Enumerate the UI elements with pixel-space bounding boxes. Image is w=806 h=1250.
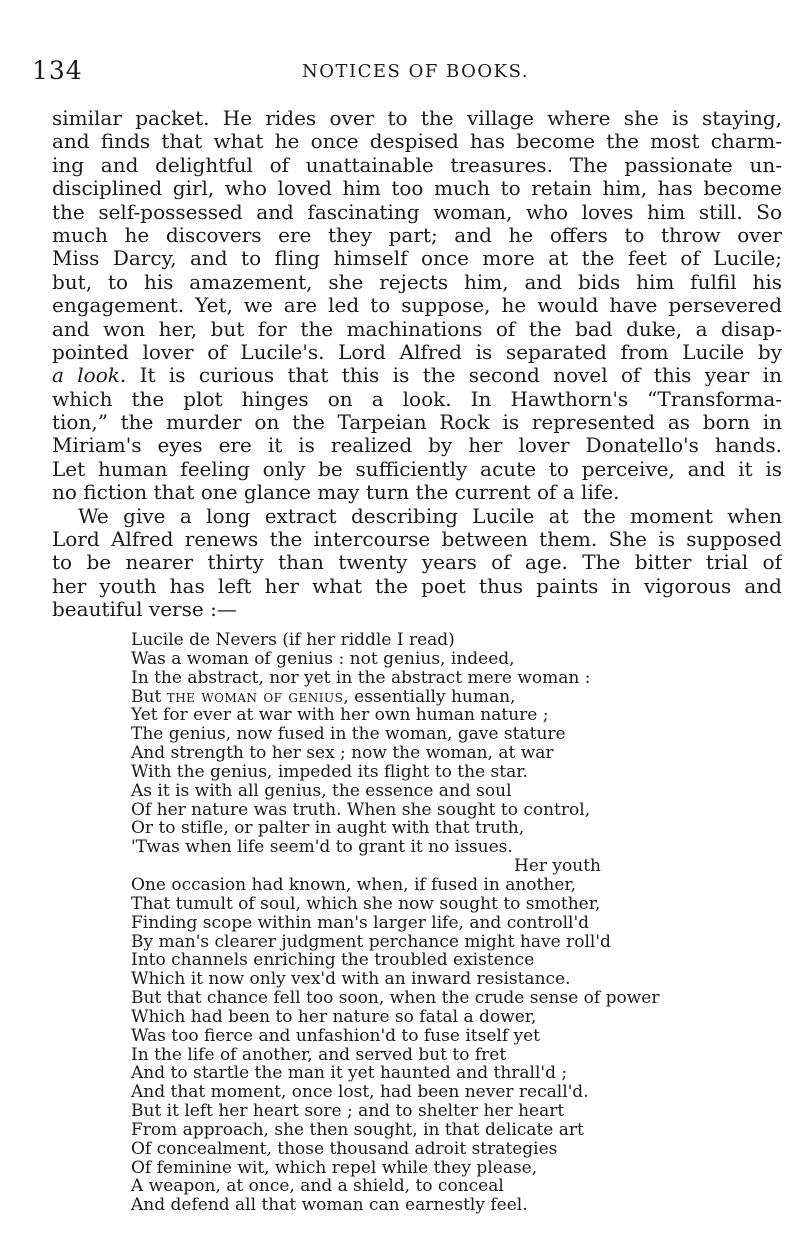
prose-line: to be nearer thirty than twenty years of age. The bitter trial of — [52, 551, 782, 575]
prose-line: no fiction that one glance may turn the current of a life. — [52, 481, 620, 505]
verse-line: And defend all that woman can earnestly feel. — [131, 1195, 528, 1216]
verse-line-smallcaps — [131, 688, 691, 707]
verse-line: Which had been to her nature so fatal a dower, — [131, 1006, 537, 1027]
verse-line: Lucile de Nevers (if her riddle I read) — [131, 630, 455, 650]
prose-line: much he discovers ere they part; and he offers to throw over — [52, 223, 782, 247]
prose-line-rest: It is curious that this is the second novel of this year in — [126, 364, 782, 388]
verse-line: And to startle the man it yet haunted and thrall'd ; — [131, 1063, 568, 1084]
verse-line: Finding scope within man's larger life, and controll'd — [131, 912, 590, 933]
verse-line: Or to stifle, or palter in aught with that truth, — [131, 818, 525, 839]
verse-line: A weapon, at once, and a shield, to conceal — [131, 1176, 504, 1197]
verse-line: Was a woman of genius : not genius, indeed, — [131, 648, 515, 669]
prose-line: tion,” the murder on the Tarpeian Rock is represented as born in — [52, 411, 782, 435]
verse-line: In the life of another, and served but to fret — [131, 1044, 507, 1065]
prose-line-italic — [52, 364, 782, 387]
running-head: NOTICES OF BOOKS. — [302, 61, 529, 82]
verse-line: That tumult of soul, which she now sought to smother, — [131, 893, 601, 914]
verse-line: From approach, she then sought, in that delicate art — [131, 1119, 584, 1140]
prose-line: Miss Darcy, and to fling himself once more at the feet of Lucile; — [52, 247, 782, 271]
prose-line: We give a long extract describing Lucile at the moment when — [78, 504, 782, 528]
verse-line: And that moment, once lost, had been never recall'd. — [131, 1082, 589, 1103]
verse-line: Was too fierce and unfashion'd to fuse itself yet — [131, 1025, 541, 1046]
verse-line: With the genius, impeded its flight to the star. — [131, 761, 528, 782]
verse-block — [131, 631, 691, 1215]
verse-line: Which it now only vex'd with an inward resistance. — [131, 969, 571, 990]
verse-line: But that chance fell too soon, when the crude sense of power — [131, 988, 660, 1009]
smallcaps-phrase: the woman of genius — [166, 686, 344, 707]
prose-line: and finds that what he once despised has become the most charm- — [52, 130, 782, 154]
verse-line: 'Twas when life seem'd to grant it no issues. — [131, 837, 513, 858]
verse-line: Into channels enriching the troubled existence — [131, 950, 535, 971]
page-number: 134 — [32, 56, 83, 85]
verse-line: Of feminine wit, which repel while they please, — [131, 1157, 538, 1178]
verse-line-right: Her youth — [514, 856, 601, 877]
verse-line: In the abstract, nor yet in the abstract mere woman : — [131, 667, 591, 688]
prose-line: disciplined girl, who loved him too much to retain him, has become — [52, 177, 782, 201]
verse-line: One occasion had known, when, if fused in another, — [131, 874, 577, 895]
page-header — [32, 56, 762, 86]
prose-line: pointed lover of Lucile's. Lord Alfred is separated from Lucile by — [52, 340, 782, 364]
prose-block — [52, 107, 782, 622]
italic-phrase: a look. — [52, 364, 127, 388]
verse-line: As it is with all genius, the essence and soul — [131, 780, 512, 801]
prose-line: Miriam's eyes ere it is realized by her lover Donatello's hands. — [52, 434, 782, 458]
verse-line: But it left her heart sore ; and to shelter her heart — [131, 1101, 565, 1122]
prose-line: engagement. Yet, we are led to suppose, he would have persevered — [52, 294, 782, 318]
prose-line: Let human feeling only be sufficiently acute to perceive, and it is — [52, 457, 782, 481]
prose-line: the self-possessed and fascinating woman, who loves him still. So — [52, 200, 782, 224]
verse-fragment: But — [131, 686, 167, 707]
prose-line: beautiful verse :— — [52, 598, 237, 622]
verse-line: Of her nature was truth. When she sought to control, — [131, 799, 591, 820]
verse-fragment: , essentially human, — [343, 686, 516, 707]
verse-line: Yet for ever at war with her own human nature ; — [131, 705, 549, 726]
prose-line: Lord Alfred renews the intercourse between them. She is supposed — [52, 528, 782, 552]
verse-line: The genius, now fused in the woman, gave stature — [131, 724, 566, 745]
prose-line: which the plot hinges on a look. In Hawthorn's “Transforma- — [52, 387, 782, 411]
verse-line: And strength to her sex ; now the woman, at war — [131, 743, 554, 764]
prose-line: similar packet. He rides over to the village where she is staying, — [52, 107, 782, 130]
prose-line: and won her, but for the machinations of the bad duke, a disap- — [52, 317, 782, 341]
prose-line: ing and delightful of unattainable treasures. The passionate un- — [52, 153, 782, 177]
verse-line: Of concealment, those thousand adroit strategies — [131, 1138, 558, 1159]
prose-line: but, to his amazement, she rejects him, and bids him fulfil his — [52, 270, 782, 294]
verse-line: By man's clearer judgment perchance might have roll'd — [131, 931, 611, 952]
prose-line: her youth has left her what the poet thus paints in vigorous and — [52, 574, 782, 598]
